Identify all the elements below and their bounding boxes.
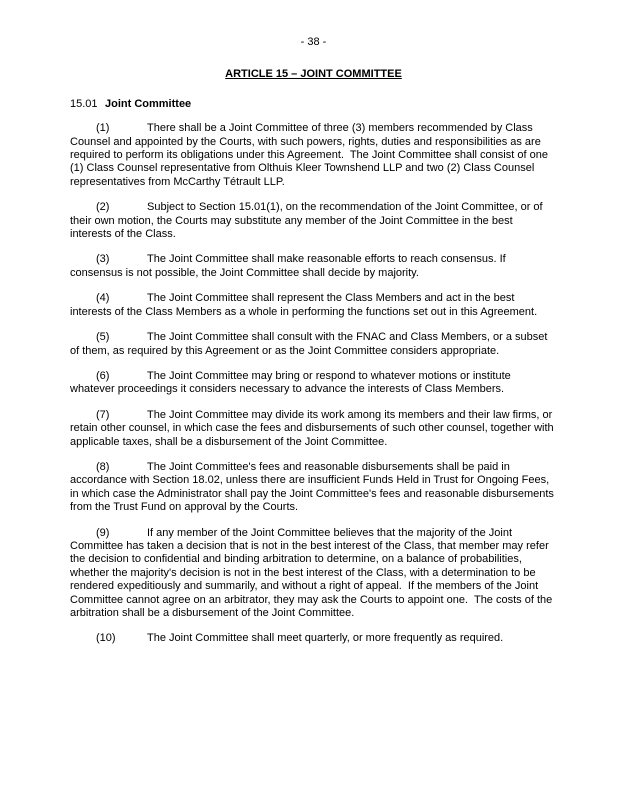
paragraph-number: (1) (96, 122, 110, 135)
paragraph-number: (4) (96, 292, 110, 305)
paragraph-text: The Joint Committee shall represent the Class Members and act in the best interests of the Class Members as a whole in performing the functions set out in this Agreement. (70, 292, 538, 318)
paragraph (70, 370, 557, 397)
paragraph-text: The Joint Committee shall meet quarterly, or more frequently as required. (147, 632, 504, 645)
paragraph-number: (3) (96, 253, 110, 266)
paragraph (70, 461, 557, 515)
section-title: Joint Committee (105, 97, 192, 110)
page-number: - 38 - (300, 36, 327, 48)
section-heading (70, 98, 557, 111)
paragraph (70, 292, 557, 319)
paragraph-text: If any member of the Joint Committee believes that the majority of the Joint Committee has taken a decision that is not in the best interest of the Class, that member may refer the decision to confidential and binding arbitration to determine, on a balance of probabilities, whether the majority's decision is not in the best interest of the Class, with a determination to be rendered expeditiously and summarily, and without a right of appeal. If the members of the Joint Committee cannot agree on an arbitrator, they may ask the Courts to appoint one. The costs of the arbitration shall be a disbursement of the Joint Committee. (70, 526, 556, 619)
paragraph-text: The Joint Committee may divide its work among its members and their law firms, or retain other counsel, in which case the fees and disbursements of such other counsel, together with applicable taxes, shall be a disbursement of the Joint Committee. (70, 408, 557, 448)
article-heading (70, 68, 557, 81)
paragraph-text: The Joint Committee may bring or respond to whatever motions or institute whatever proceedings it considers necessary to advance the interests of Class Members. (70, 369, 514, 396)
paragraph-text: The Joint Committee's fees and reasonable disbursements shall be paid in accordance with Section 18.02, unless there are insufficient Funds Held in Trust for Ongoing Fees, in which case the Administrator shall pay the Joint Committee's fees and reasonable disbursements from the Trust Fund on approval by the Courts. (70, 460, 557, 514)
paragraph-number: (6) (96, 369, 110, 382)
paragraph-number: (5) (96, 331, 110, 344)
paragraph-number: (10) (96, 632, 116, 645)
paragraph (70, 527, 557, 621)
paragraph (70, 409, 557, 449)
paragraph-number: (9) (96, 526, 110, 539)
section-number: 15.01 (70, 97, 98, 110)
paragraph (70, 201, 557, 241)
paragraph (70, 331, 557, 358)
paragraph-text: The Joint Committee shall make reasonable efforts to reach consensus. If consensus is not possible, the Joint Committee shall decide by majority. (70, 253, 509, 279)
paragraph (70, 253, 557, 280)
paragraph (70, 632, 557, 645)
paragraph (70, 122, 557, 189)
paragraph-number: (8) (96, 460, 110, 473)
article-heading-text: ARTICLE 15 – JOINT COMMITTEE (225, 68, 402, 81)
paragraph-number: (2) (96, 201, 110, 214)
paragraph-text: The Joint Committee shall consult with the FNAC and Class Members, or a subset of them, as required by this Agreement or as the Joint Committee considers appropriate. (70, 331, 551, 357)
paragraph-list (70, 122, 557, 646)
paragraph-text: Subject to Section 15.01(1), on the recommendation of the Joint Committee, or of their own motion, the Courts may substitute any member of the Joint Committee in the best interests of the Class. (70, 201, 546, 241)
paragraph-text: There shall be a Joint Committee of three (3) members recommended by Class Counsel and appointed by the Courts, with such powers, rights, duties and responsibilities as are required to perform its obligations under this Agreement. The Joint Committee shall consist of one (1) Class Counsel representative from Olthuis Kleer Townshend LLP and two (2) Class Counsel representatives from McCarthy Tétrault LLP. (70, 122, 551, 188)
paragraph-number: (7) (96, 408, 110, 421)
